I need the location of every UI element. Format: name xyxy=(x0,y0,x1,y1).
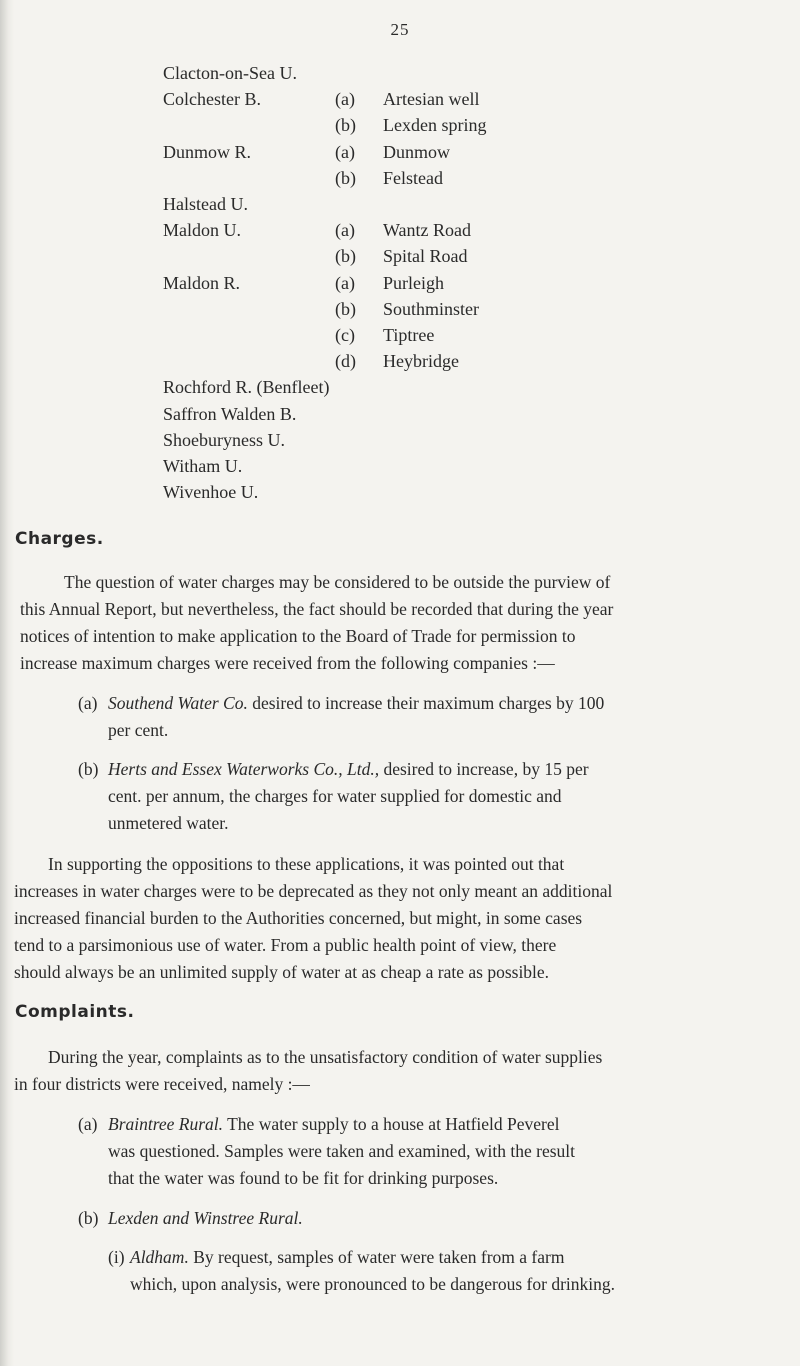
water-source-source: Wantz Road xyxy=(383,220,472,240)
water-source-district: Maldon U. xyxy=(163,220,241,240)
water-source-label: (a) xyxy=(335,142,355,162)
water-source-source: Purleigh xyxy=(383,273,444,293)
water-source-district: Saffron Walden B. xyxy=(163,404,297,424)
water-source-district: Rochford R. (Benfleet) xyxy=(163,377,330,397)
complaints-heading: Complaints. xyxy=(15,1002,135,1022)
water-source-district: Halstead U. xyxy=(163,194,248,214)
water-source-district: Witham U. xyxy=(163,456,243,476)
water-source-source: Dunmow xyxy=(383,142,450,162)
water-source-source: Southminster xyxy=(383,299,480,319)
complaints-item-a-line-1 xyxy=(108,1111,560,1138)
charges-item-a-text: desired to increase their maximum charges by 100 xyxy=(247,693,605,713)
water-source-label: (b) xyxy=(335,115,356,135)
water-source-label: (a) xyxy=(335,273,355,293)
water-source-label: (d) xyxy=(335,351,356,371)
water-source-source: Artesian well xyxy=(383,89,480,109)
charges-intro-line-2: this Annual Report, but nevertheless, the fact should be recorded that during the year xyxy=(20,599,614,619)
charges-intro-line-3: notices of intention to make application to the Board of Trade for permission to xyxy=(20,626,576,646)
complaints-item-a-line-3: that the water was found to be fit for drinking purposes. xyxy=(108,1168,499,1188)
charges-item-b-text: desired to increase, by 15 per xyxy=(379,759,589,779)
complaints-intro-line-2: in four districts were received, namely :— xyxy=(14,1074,310,1094)
water-source-district: Shoeburyness U. xyxy=(163,430,285,450)
complaints-item-b-i-text: By request, samples of water were taken from a farm xyxy=(188,1247,565,1267)
water-source-district: Dunmow R. xyxy=(163,142,252,162)
charges-item-a-line-1 xyxy=(108,690,604,717)
charges-intro-line-4: increase maximum charges were received from the following companies :— xyxy=(20,653,555,673)
charges-item-b-line-1 xyxy=(108,756,589,783)
water-source-source: Tiptree xyxy=(383,325,435,345)
water-source-label: (a) xyxy=(335,220,355,240)
water-source-label: (a) xyxy=(335,89,355,109)
complaints-item-a-label: (a) xyxy=(78,1114,98,1134)
lexden-winstree-rural-name: Lexden and Winstree Rural. xyxy=(108,1208,303,1228)
water-source-district: Wivenhoe U. xyxy=(163,482,259,502)
charges-item-a-label: (a) xyxy=(78,693,98,713)
charges-heading: Charges. xyxy=(15,529,104,549)
complaints-intro-line-1: During the year, complaints as to the unsatisfactory condition of water supplies xyxy=(48,1047,603,1067)
aldham-name: Aldham. xyxy=(130,1247,189,1267)
charges-item-a-line-2: per cent. xyxy=(108,720,169,740)
braintree-rural-name: Braintree Rural. xyxy=(108,1114,224,1134)
water-source-district: Maldon R. xyxy=(163,273,241,293)
water-source-source: Spital Road xyxy=(383,246,468,266)
complaints-item-a-line-2: was questioned. Samples were taken and examined, with the result xyxy=(108,1141,576,1161)
charges-item-b-line-3: unmetered water. xyxy=(108,813,229,833)
water-source-source: Lexden spring xyxy=(383,115,487,135)
southend-company-name: Southend Water Co. xyxy=(108,693,248,713)
opposition-line-4: tend to a parsimonious use of water. From a public health point of view, there xyxy=(14,935,557,955)
water-source-district: Colchester B. xyxy=(163,89,261,109)
water-source-source: Felstead xyxy=(383,168,443,188)
charges-intro-line-1: The question of water charges may be considered to be outside the purview of xyxy=(64,572,611,592)
herts-essex-company-name: Herts and Essex Waterworks Co., Ltd., xyxy=(108,759,380,779)
complaints-item-a-text: The water supply to a house at Hatfield Peverel xyxy=(223,1114,560,1134)
water-source-source: Heybridge xyxy=(383,351,459,371)
opposition-line-5: should always be an unlimited supply of water at as cheap a rate as possible. xyxy=(14,962,550,982)
opposition-line-2: increases in water charges were to be deprecated as they not only meant an additional xyxy=(14,881,613,901)
complaints-item-b-i-line-1 xyxy=(130,1244,564,1271)
complaints-item-b-i-label: (i) xyxy=(108,1247,125,1267)
page-number: 25 xyxy=(390,20,410,39)
complaints-item-b-label: (b) xyxy=(78,1208,99,1228)
charges-item-b-label: (b) xyxy=(78,759,99,779)
opposition-line-3: increased financial burden to the Authorities concerned, but might, in some cases xyxy=(14,908,583,928)
page-binding-shadow xyxy=(0,0,14,1366)
water-source-label: (b) xyxy=(335,299,356,319)
charges-item-b-line-2: cent. per annum, the charges for water supplied for domestic and xyxy=(108,786,562,806)
water-source-label: (b) xyxy=(335,246,356,266)
complaints-item-b-i-line-2: which, upon analysis, were pronounced to be dangerous for drinking. xyxy=(130,1274,616,1294)
water-source-label: (c) xyxy=(335,325,355,345)
water-source-label: (b) xyxy=(335,168,356,188)
opposition-line-1: In supporting the oppositions to these applications, it was pointed out that xyxy=(48,854,565,874)
water-source-district: Clacton-on-Sea U. xyxy=(163,63,297,83)
